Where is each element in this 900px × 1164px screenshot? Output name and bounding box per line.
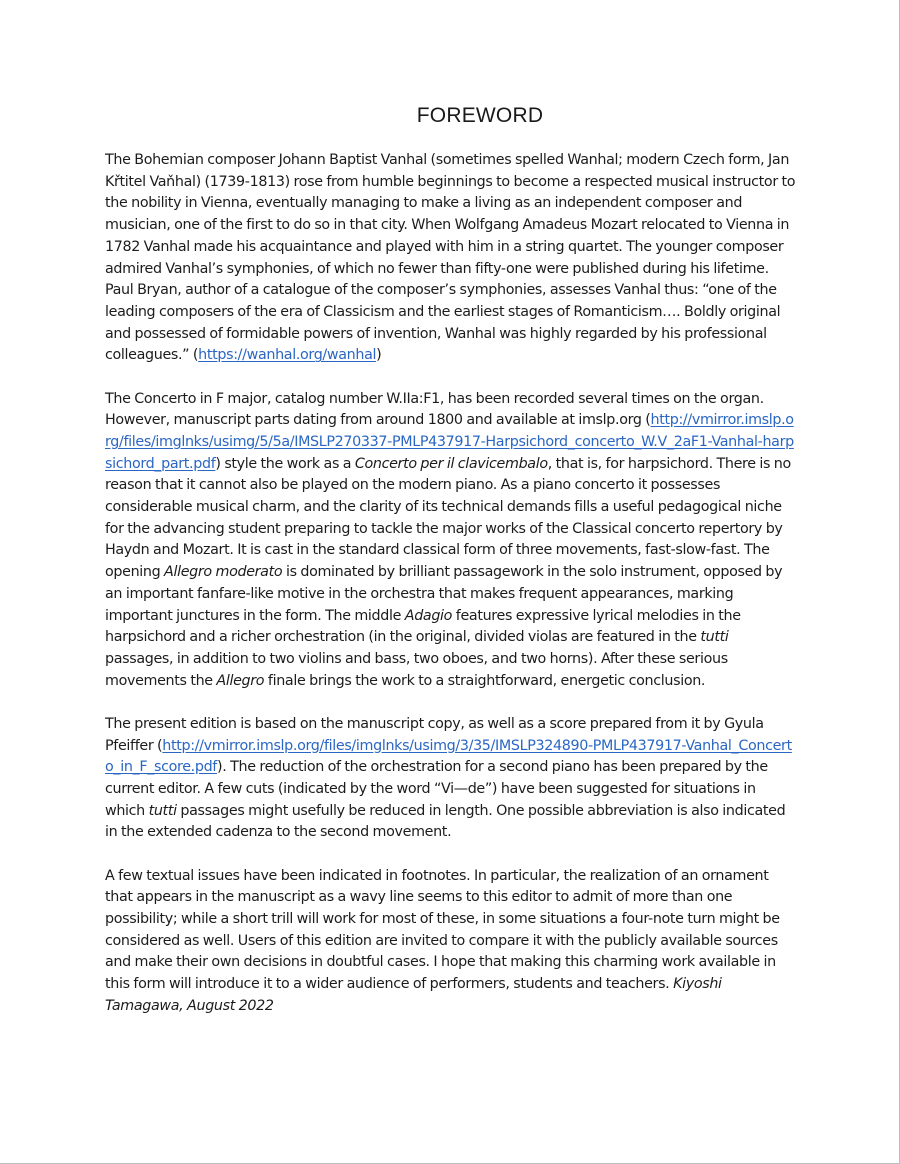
paragraph-text: The Bohemian composer Johann Baptist Vanhal (sometimes spelled Wanhal; modern Czech form, Jan Křtitel Vaňhal) (1739-1813) rose from humble beginnings to become a respected musical instructor to the nobility in Vienna, eventually managing to make a living as an independent composer and musician, one of the first to do so in that city. When Wolfgang Amadeus Mozart relocated to Vienna in 1782 Vanhal made his acquaintance and played with him in a string quartet. The younger composer admired Vanhal’s symphonies, of which no fewer than fifty-one were published during his lifetime. Paul Bryan, author of a catalogue of the composer’s symphonies, assesses Vanhal thus: “one of the leading composers of the era of Classicism and the earliest stages of Romanticism…. Boldly original and possessed of formidable powers of invention, Wanhal was highly regarded by his professional colleagues.” ( bbox=[105, 152, 796, 364]
foreword-paragraph bbox=[105, 389, 797, 693]
paragraph-text: is dominated by brilliant passagework in the solo instrument, opposed by an important fanfare-like motive in the orchestra that makes frequent appearances, marking important junctures in the form. The middle bbox=[105, 564, 783, 624]
paragraph-text: The Concerto in F major, catalog number W.IIa:F1, has been recorded several times on the organ. However, manuscript parts dating from around 1800 and available at imslp.org ( bbox=[105, 390, 764, 429]
paragraph-text: , that is, for harpsichord. There is no reason that it cannot also be played on the modern piano. As a piano concerto it possesses considerable musical charm, and the clarity of its technical demands fills a useful pedagogical niche for the advancing student preparing to tackle the major works of the Classical concerto repertory by Haydn and Mozart. It is cast in the standard classical form of three movements, fast-slow-fast. The opening bbox=[105, 455, 791, 581]
paragraph-text: ). The reduction of the orchestration for a second piano has been prepared by the current editor. A few cuts (indicated by the word “Vi—de”) have been suggested for situations in which bbox=[105, 759, 768, 819]
italic-text: Adagio bbox=[404, 607, 453, 624]
italic-text: Concerto per il clavicembalo bbox=[354, 455, 548, 472]
source-link[interactable]: https://wanhal.org/wanhal bbox=[198, 347, 377, 364]
paragraph-text: ) style the work as a bbox=[215, 455, 355, 472]
foreword-body bbox=[105, 150, 797, 1039]
italic-text: Allegro bbox=[216, 672, 265, 689]
paragraph-text: The present edition is based on the manuscript copy, as well as a score prepared from it by Gyula Pfeiffer ( bbox=[105, 715, 764, 754]
paragraph-text: finale brings the work to a straightforward, energetic conclusion. bbox=[264, 672, 706, 689]
source-link[interactable]: http://vmirror.imslp.org/files/imglnks/usimg/3/35/IMSLP324890-PMLP437917-Vanhal_Concerto_in_F_score.pdf bbox=[105, 737, 792, 776]
page-title: FOREWORD bbox=[416, 104, 544, 127]
paragraph-text: ) bbox=[376, 347, 382, 364]
source-link[interactable]: http://vmirror.imslp.org/files/imglnks/usimg/5/5a/IMSLP270337-PMLP437917-Harpsichord_concerto_W.V_2aF1-Vanhal-harpsichord_part.pdf bbox=[105, 412, 794, 472]
foreword-paragraph bbox=[105, 866, 797, 1018]
italic-text: tutti bbox=[700, 629, 729, 646]
paragraph-text: passages might usefully be reduced in length. One possible abbreviation is also indicated in the extended cadenza to the second movement. bbox=[105, 802, 786, 841]
foreword-paragraph bbox=[105, 714, 797, 844]
italic-text: tutti bbox=[148, 802, 177, 819]
italic-text: Kiyoshi Tamagawa, August 2022 bbox=[105, 976, 722, 1014]
foreword-paragraph bbox=[105, 150, 797, 367]
paragraph-text: features expressive lyrical melodies in the harpsichord and a richer orchestration (in the original, divided violas are featured in the bbox=[105, 607, 741, 646]
paragraph-text: A few textual issues have been indicated in footnotes. In particular, the realization of an ornament that appears in the manuscript as a wavy line seems to this editor to admit of more than one possibility; while a short trill will work for most of these, in some situations a four-note turn might be considered as well. Users of this edition are invited to compare it with the publicly available sources and make their own decisions in doubtful cases. I hope that making this charming work available in this form will introduce it to a wider audience of performers, students and teachers. bbox=[105, 867, 780, 993]
italic-text: Allegro moderato bbox=[164, 564, 283, 581]
paragraph-text: passages, in addition to two violins and bass, two oboes, and two horns). After these serious movements the bbox=[105, 650, 728, 689]
